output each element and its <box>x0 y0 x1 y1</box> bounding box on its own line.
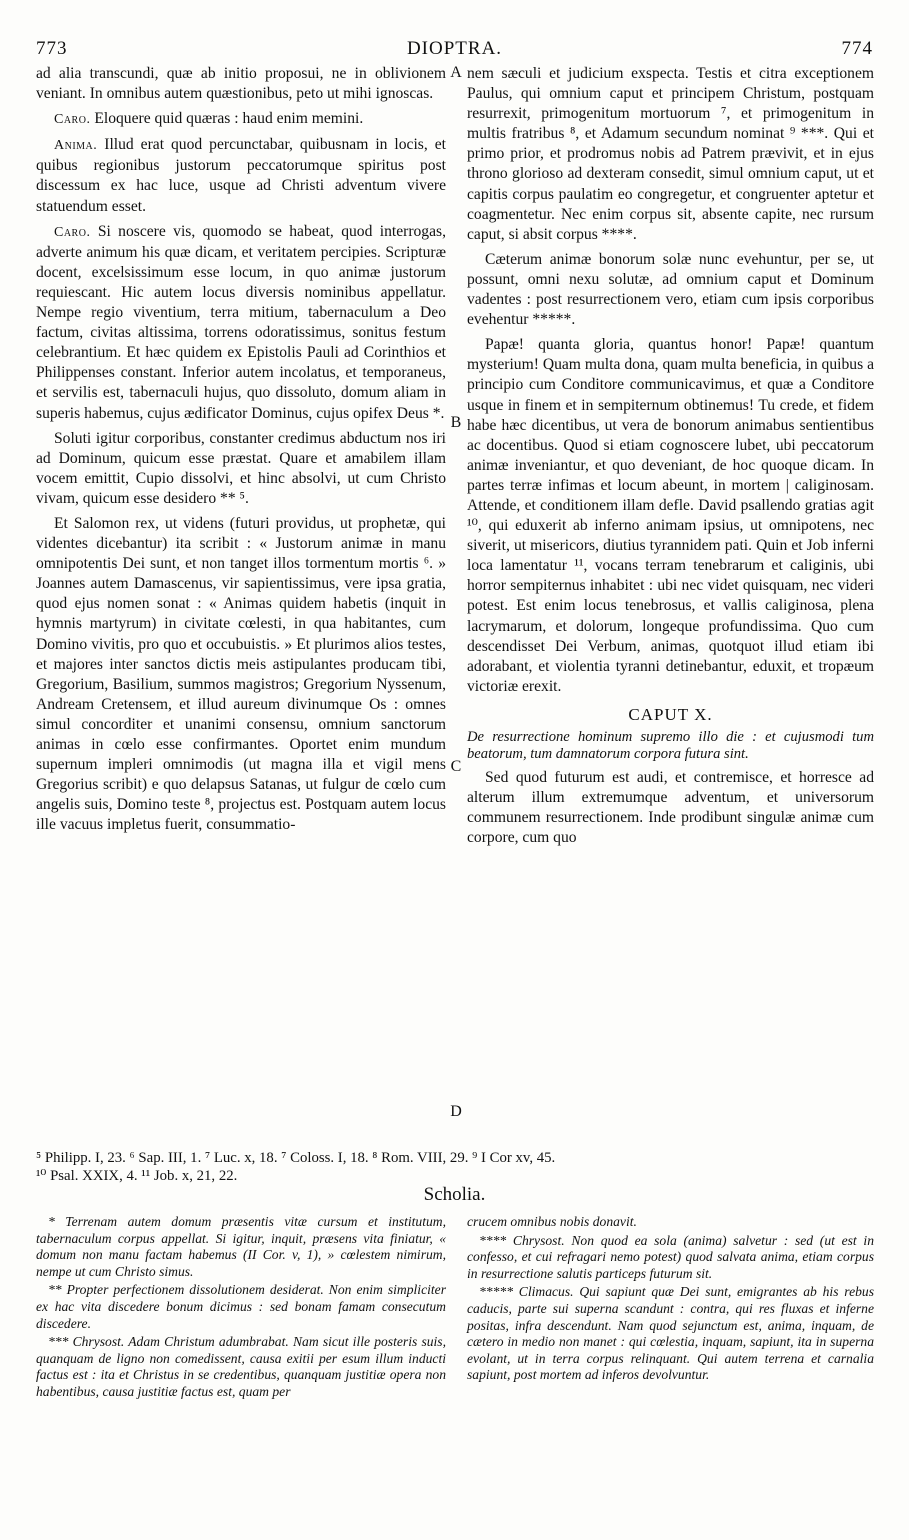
margin-marker-b: B <box>450 414 462 431</box>
footnotes <box>36 1149 874 1185</box>
margin-marker-d: D <box>450 1103 462 1120</box>
scholia-title: Scholia. <box>423 1184 486 1205</box>
page-header <box>36 38 873 64</box>
scholion: ***** Climacus. Qui sapiunt quæ Dei sunt, emigrantes ab his rebus caducis, parte sui superna scandunt : contra, qui res fluxas et inferne positas, infra descendunt. Nam quod sejunctum est, anima, inquam, de cætero in medio non manet : qui cœlestia, inquam, sapiunt, ita in superna evolant, ut in terra corpus relinquant. Qui autem terrena et carnalia sapiunt, post mortem ad inferos devolvuntur. <box>467 1284 874 1383</box>
footnote-line: ¹⁰ Psal. XXIX, 4. ¹¹ Job. x, 21, 22. <box>36 1168 238 1184</box>
paragraph: nem sæculi et judicium exspecta. Testis et citra exceptionem Paulus, qui omnium caput et principem Christum, postquam resurrexit, primogenitum mortuorum ⁷, et primogenitum in multis fratribus ⁸, et Adamum secundum nominat ⁹ ***. Qui et primo prior, et prodromus nobis ad Patrem prævivit, et in ejus throno glorioso ad dexteram consedit, simul omnium caput, ut et capitis corpus paulatim eo congregetur, et congruenter aptetur et coagmentetur. Nec enim corpus sit, absente capite, nec rursum caput, si absit corpus ****. <box>467 65 874 243</box>
margin-marker-c: C <box>450 758 462 775</box>
chapter-title: CAPUT X. <box>628 704 713 724</box>
paragraph: Caro. Eloquere quid quæras : haud enim memini. <box>54 110 364 128</box>
margin-marker-a: A <box>450 64 462 81</box>
paragraph: Papæ! quanta gloria, quantus honor! Papæ! quantum mysterium! Quam multa dona, quam multa beneficia, in quibus a principio cum Conditore communicavimus, et quæ a Conditore usque in finem et in sempiternum obtinemus! Tu crede, et fidem habe hæc dicentibus, ut vera de bonorum animabus sentientibus ac docentibus. Quod si etiam cognoscere lubet, ubi peccatorum animæ inveniantur, et quo deveniant, de hoc quoque dicam. In partes terræ infimas et locum abeunt, in mortem | caliginosam. Attende, et conditionem illam defle. David psallendo gratias agit ¹⁰, qui eduxerit ab inferno animam ipsius, ut omnipotens, nec siverit, ut misericors, diutius tyrannidem pati. Quin et Job inferni loca lamentatur ¹¹, vocans terram tenebrarum et caliginis, ubi horror sempiternus inhabitet : ubi nec videt quisquam, nec videri potest. Est enim locus tenebrosus, et vallis caliginosa, plena lacrymarum, et dolorum, longeque profundissima. Quo cum descendisset Dei Verbum, animas, quotquot illud etiam ibi adorabant, et violentia tyranni detinebantur, eduxit, et tropæum victoriæ erexit. <box>467 336 874 695</box>
paragraph: Soluti igitur corporibus, constanter credimus abductum nos iri ad Dominum, quicum esse præstat. Quare et amabilem illam vocem emittit, Cupio dissolvi, et hinc absolvi, ut cum Christo vivam, quicum esse desidero ** ⁵. <box>36 429 446 507</box>
speaker-label: Anima. <box>54 138 98 154</box>
running-title: DIOPTRA. <box>406 38 503 59</box>
left-column <box>36 64 446 840</box>
chapter-subtitle: De resurrectione hominum supremo illo die : et cujusmodi tum beatorum, tum damnatorum corpora futura sint. <box>467 729 874 762</box>
scholion: crucem omnibus nobis donavit. <box>467 1214 637 1229</box>
speaker-label: Caro. <box>54 112 91 128</box>
scholion: * Terrenam autem domum præsentis vitæ cursum et institutum, tabernaculum corpus appellat. Si igitur, inquit, præsens vita finiatur, « domum non manu factam habemus (II Cor. v, 1), » cœlestem nimirum, nempe ut cum Christo simus. <box>36 1214 446 1279</box>
paragraph: Anima. Illud erat quod percunctabar, quibusnam in locis, et quibus regionibus justorum peccatorumque spiritus post discessum ex hac luce, usque ad Christi adventum vivere statuendum esset. <box>36 136 446 215</box>
scholion: *** Chrysost. Adam Christum adumbrabat. Nam sicut ille posteris suis, quanquam de ligno non comedissent, causa exitii per esum illum inducti factus est : ita et Christus in se credentibus, quanquam justitiæ opera non habentibus, causa justitiæ factus est, quam per <box>36 1334 446 1399</box>
paragraph: Cæterum animæ bonorum solæ nunc evehuntur, per se, ut possunt, omni nexu solutæ, ad omnium caput et Dominum vadentes : post resurrectionem vero, etiam cum ipsis corporibus evehentur *****. <box>467 250 874 329</box>
paragraph: Et Salomon rex, ut videns (futuri providus, ut prophetæ, qui videntes dicebantur) ita scribit : « Justorum animæ in manu omnipotentis Dei sunt, et non tanget illos tormentum mortis ⁶. » Joannes autem Damascenus, vir sapientissimus, vere ipsa gratia, quod ejus nomen sonat : « Animas quidem habetis (inquit in hymnis martyrum) in civitate cœlesti, in qua habitantes, cum Domino vivitis, pro quo et occubuistis. » Et plurimos alios testes, et majores inter sanctos dictis meis astipulantes producam tibi, Gregorium, Basilium, summos magistros; Gregorium Nyssenum, Andream Cretensem, et illud aureum divinumque Os : omnes simul concorditer et unanimi consensu, omnium sanctorum animas in cœlo esse confirmantes. Oportet enim mundum supernum impleri omnimodis (ut magna illa et vigil mens Gregorius scribit) e quo delapsus Satanas, ut fulgur de cœlo cum angelis suis, Domino teste ⁸, projectus est. Postquam autem locus ille vacuus impletus fuerit, consummatio- <box>36 514 446 834</box>
scholion: **** Chrysost. Non quod ea sola (anima) salvetur : sed (ut est in confesso, et cui refragari nemo potest) quod salvata anima, etiam corpus in resurrectione salutis particeps futurum sit. <box>467 1232 874 1281</box>
scholia-left-column <box>36 1214 446 1403</box>
paragraph: ad alia transcundi, quæ ab initio proposui, ne in oblivionem veniant. In omnibus autem quæstionibus, peto ut mihi ignoscas. <box>36 65 446 103</box>
scholia-right-column <box>467 1214 874 1386</box>
speaker-label: Caro. <box>54 224 91 240</box>
footnote-line: ⁵ Philipp. I, 23. ⁶ Sap. III, 1. ⁷ Luc. x, 18. ⁷ Coloss. I, 18. ⁸ Rom. VIII, 29. ⁹ I Cor xv, 45. <box>36 1150 556 1166</box>
right-column <box>467 64 874 853</box>
left-page-number: 773 <box>36 38 68 59</box>
paragraph: Caro. Si noscere vis, quomodo se habeat, quod interrogas, adverte animum his quæ dicam, et veritatem percipies. Scripturæ docent, excelsissimum esse locum, in quo animæ justorum requiescant. Hic autem locus diversis nominibus appellatur. Nempe regio viventium, terra mitium, tabernaculum a Deo factum, civitas altissima, torrens odoratissimus, sonitus festum celebrantium. Et hæc quidem ex Epistolis Pauli ad Corinthios et Philippenses constant. Inferior autem incolatus, et temporaneus, et servilis est, tabernaculi hujus, quo dissoluto, domum aliam in superis habemus, cujus ædificator Dominus, cujus opifex Deus *. <box>36 222 446 422</box>
paragraph: Sed quod futurum est audi, et contremisce, et horresce ad alterum illum extremumque adventum, et universorum communem resurrectionem. Inde prodibunt singulæ animæ cum corpore, cum quo <box>467 769 874 847</box>
scholion: ** Propter perfectionem dissolutionem desiderat. Non enim simpliciter ex hac vita discedere bonum dicimus : sed bonam famam consecutum discedere. <box>36 1282 446 1331</box>
right-page-number: 774 <box>841 38 873 59</box>
